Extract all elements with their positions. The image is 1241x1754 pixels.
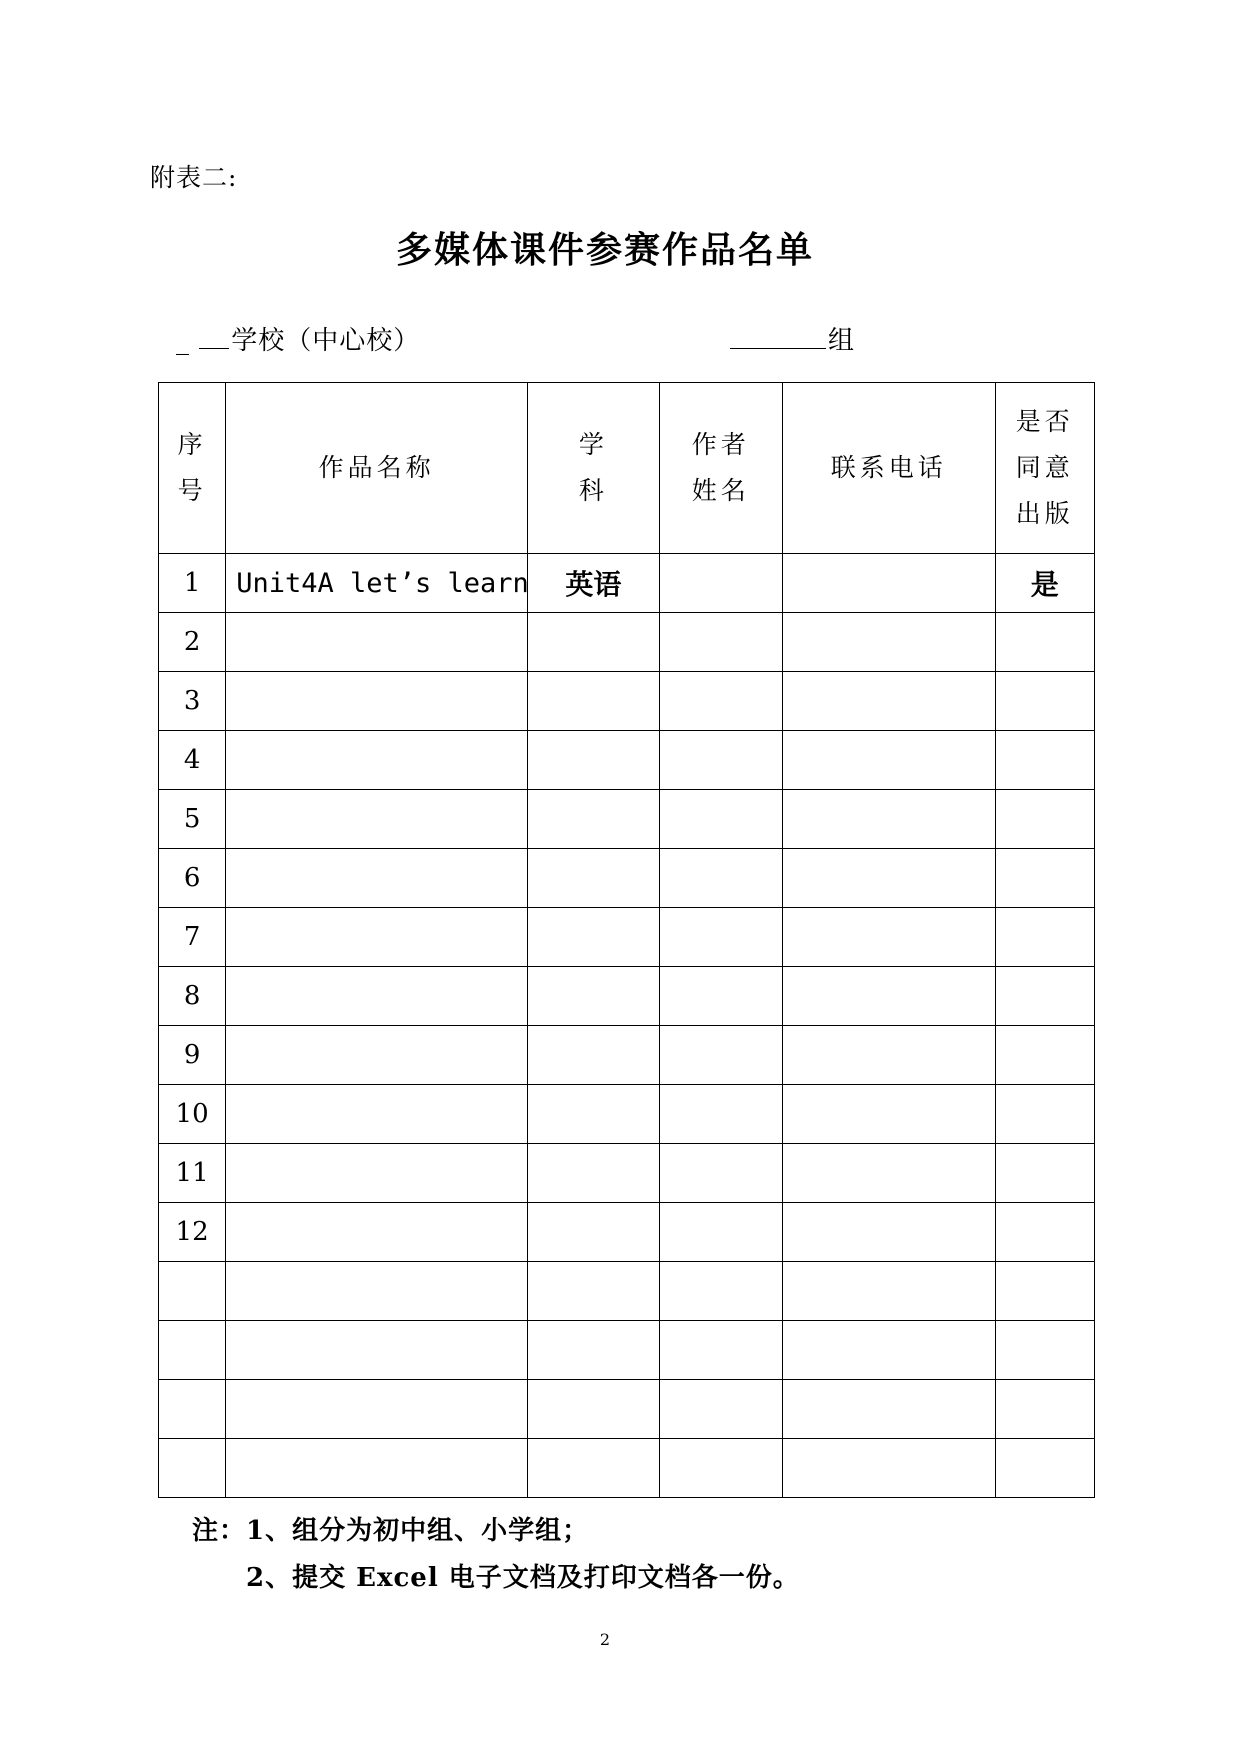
table-row bbox=[159, 613, 1095, 672]
cell-subject[interactable] bbox=[528, 1085, 659, 1144]
header-author-line-2: 姓名 bbox=[691, 476, 750, 505]
cell-phone[interactable] bbox=[782, 613, 995, 672]
cell-phone[interactable] bbox=[782, 1439, 995, 1498]
cell-phone[interactable] bbox=[782, 967, 995, 1026]
cell-work-name[interactable] bbox=[226, 908, 528, 967]
header-phone bbox=[782, 383, 995, 554]
cell-index: 6 bbox=[159, 849, 226, 908]
cell-index: 9 bbox=[159, 1026, 226, 1085]
cell-phone[interactable] bbox=[782, 849, 995, 908]
cell-author[interactable] bbox=[659, 790, 782, 849]
page-number: 2 bbox=[599, 1630, 611, 1649]
cell-work-name[interactable] bbox=[226, 790, 528, 849]
appendix-label: 附表二: bbox=[150, 163, 238, 192]
header-publish-line-3: 出版 bbox=[1015, 499, 1074, 528]
cell-publish[interactable] bbox=[995, 1085, 1094, 1144]
header-author bbox=[659, 383, 782, 554]
cell-publish[interactable] bbox=[995, 849, 1094, 908]
cell-publish[interactable] bbox=[995, 613, 1094, 672]
cell-phone[interactable] bbox=[782, 1262, 995, 1321]
cell-subject[interactable] bbox=[528, 967, 659, 1026]
cell-work-name[interactable] bbox=[226, 1380, 528, 1439]
cell-work-name[interactable] bbox=[226, 1203, 528, 1262]
cell-index bbox=[159, 1321, 226, 1380]
cell-phone[interactable] bbox=[782, 1085, 995, 1144]
cell-phone[interactable] bbox=[782, 1144, 995, 1203]
cell-publish[interactable] bbox=[995, 1144, 1094, 1203]
school-line bbox=[176, 320, 420, 357]
cell-author[interactable] bbox=[659, 1380, 782, 1439]
cell-subject[interactable] bbox=[528, 1439, 659, 1498]
school-blank[interactable] bbox=[199, 324, 229, 349]
cell-author[interactable] bbox=[659, 613, 782, 672]
cell-phone[interactable] bbox=[782, 672, 995, 731]
cell-index: 3 bbox=[159, 672, 226, 731]
header-index bbox=[159, 383, 226, 554]
table-row bbox=[159, 1144, 1095, 1203]
cell-publish[interactable] bbox=[995, 1439, 1094, 1498]
cell-work-name[interactable] bbox=[226, 1262, 528, 1321]
cell-author[interactable] bbox=[659, 1026, 782, 1085]
cell-author[interactable] bbox=[659, 849, 782, 908]
header-phone-line-1: 联系电话 bbox=[830, 453, 947, 482]
table-row bbox=[159, 967, 1095, 1026]
table-row bbox=[159, 731, 1095, 790]
cell-index: 5 bbox=[159, 790, 226, 849]
cell-work-name[interactable]: Unit4A let’s learn bbox=[226, 554, 528, 613]
school-label: 学校（中心校） bbox=[231, 326, 421, 356]
cell-publish[interactable] bbox=[995, 908, 1094, 967]
cell-work-name[interactable] bbox=[226, 849, 528, 908]
group-label: 组 bbox=[828, 326, 856, 356]
table-row bbox=[159, 790, 1095, 849]
cell-phone[interactable] bbox=[782, 1026, 995, 1085]
header-index-line-2: 号 bbox=[177, 476, 207, 505]
entries-table bbox=[158, 382, 1095, 1498]
cell-subject[interactable] bbox=[528, 790, 659, 849]
header-subject bbox=[528, 383, 659, 554]
cell-phone[interactable] bbox=[782, 1203, 995, 1262]
header-subject-line-1: 学 bbox=[578, 430, 608, 459]
cell-phone[interactable] bbox=[782, 1321, 995, 1380]
table-row bbox=[159, 908, 1095, 967]
cell-author[interactable] bbox=[659, 672, 782, 731]
cell-author[interactable] bbox=[659, 1144, 782, 1203]
cell-subject[interactable] bbox=[528, 849, 659, 908]
cell-subject[interactable] bbox=[528, 1203, 659, 1262]
cell-phone[interactable] bbox=[782, 554, 995, 613]
cell-subject[interactable] bbox=[528, 908, 659, 967]
cell-author[interactable] bbox=[659, 1321, 782, 1380]
cell-work-name[interactable] bbox=[226, 967, 528, 1026]
note-line-2: 2、提交 Excel 电子文档及打印文档各一份。 bbox=[246, 1563, 800, 1593]
cell-author[interactable] bbox=[659, 1262, 782, 1321]
cell-index: 8 bbox=[159, 967, 226, 1026]
group-line bbox=[730, 320, 855, 357]
cell-index: 7 bbox=[159, 908, 226, 967]
cell-author[interactable] bbox=[659, 1439, 782, 1498]
cell-subject[interactable] bbox=[528, 1380, 659, 1439]
table-row bbox=[159, 1439, 1095, 1498]
cell-author[interactable] bbox=[659, 554, 782, 613]
table-row bbox=[159, 554, 1095, 613]
cell-subject[interactable] bbox=[528, 672, 659, 731]
cell-index: 10 bbox=[159, 1085, 226, 1144]
cell-work-name[interactable] bbox=[226, 672, 528, 731]
header-work-name-line-1: 作品名称 bbox=[318, 453, 435, 482]
header-work-name bbox=[226, 383, 528, 554]
header-publish-line-2: 同意 bbox=[1015, 453, 1074, 482]
cell-publish[interactable] bbox=[995, 731, 1094, 790]
cell-index: 4 bbox=[159, 731, 226, 790]
table-row bbox=[159, 1380, 1095, 1439]
table-row bbox=[159, 1262, 1095, 1321]
cell-author[interactable] bbox=[659, 1085, 782, 1144]
header-index-line-1: 序 bbox=[177, 430, 207, 459]
cell-author[interactable] bbox=[659, 731, 782, 790]
cell-publish[interactable] bbox=[995, 790, 1094, 849]
table-header-row bbox=[159, 383, 1095, 554]
header-author-line-1: 作者 bbox=[691, 430, 750, 459]
cell-author[interactable] bbox=[659, 967, 782, 1026]
cell-phone[interactable] bbox=[782, 731, 995, 790]
cell-publish[interactable] bbox=[995, 1321, 1094, 1380]
table-row bbox=[159, 1085, 1095, 1144]
cell-subject[interactable] bbox=[528, 731, 659, 790]
cell-work-name[interactable] bbox=[226, 1439, 528, 1498]
cell-publish[interactable] bbox=[995, 1026, 1094, 1085]
cell-work-name[interactable] bbox=[226, 1026, 528, 1085]
cell-publish[interactable] bbox=[995, 1380, 1094, 1439]
cell-subject[interactable] bbox=[528, 1026, 659, 1085]
cell-publish[interactable] bbox=[995, 1203, 1094, 1262]
cell-phone[interactable] bbox=[782, 908, 995, 967]
table-row bbox=[159, 1026, 1095, 1085]
cell-work-name[interactable] bbox=[226, 613, 528, 672]
header-publish bbox=[995, 383, 1094, 554]
note-line-1: 注：1、组分为初中组、小学组； bbox=[192, 1516, 590, 1546]
table-row bbox=[159, 849, 1095, 908]
cell-subject[interactable]: 英语 bbox=[528, 554, 659, 613]
group-blank[interactable] bbox=[730, 324, 826, 349]
table-row bbox=[159, 1203, 1095, 1262]
cell-subject[interactable] bbox=[528, 1262, 659, 1321]
school-prefix: _ bbox=[176, 326, 200, 356]
cell-index: 12 bbox=[159, 1203, 226, 1262]
cell-phone[interactable] bbox=[782, 790, 995, 849]
cell-index: 11 bbox=[159, 1144, 226, 1203]
cell-index: 1 bbox=[159, 554, 226, 613]
cell-work-name[interactable] bbox=[226, 1085, 528, 1144]
header-subject-line-2: 科 bbox=[578, 476, 608, 505]
cell-author[interactable] bbox=[659, 908, 782, 967]
table-row bbox=[159, 672, 1095, 731]
cell-work-name[interactable] bbox=[226, 1321, 528, 1380]
header-publish-line-1: 是否 bbox=[1015, 407, 1074, 436]
cell-subject[interactable] bbox=[528, 1321, 659, 1380]
cell-work-name[interactable] bbox=[226, 1144, 528, 1203]
cell-publish[interactable] bbox=[995, 967, 1094, 1026]
cell-author[interactable] bbox=[659, 1203, 782, 1262]
cell-phone[interactable] bbox=[782, 1380, 995, 1439]
cell-subject[interactable] bbox=[528, 1144, 659, 1203]
cell-publish[interactable] bbox=[995, 672, 1094, 731]
cell-index: 2 bbox=[159, 613, 226, 672]
cell-index bbox=[159, 1262, 226, 1321]
cell-work-name[interactable] bbox=[226, 731, 528, 790]
cell-index bbox=[159, 1380, 226, 1439]
cell-publish[interactable] bbox=[995, 1262, 1094, 1321]
page-title: 多媒体课件参赛作品名单 bbox=[395, 229, 814, 271]
cell-index bbox=[159, 1439, 226, 1498]
cell-publish[interactable]: 是 bbox=[995, 554, 1094, 613]
cell-subject[interactable] bbox=[528, 613, 659, 672]
table-row bbox=[159, 1321, 1095, 1380]
